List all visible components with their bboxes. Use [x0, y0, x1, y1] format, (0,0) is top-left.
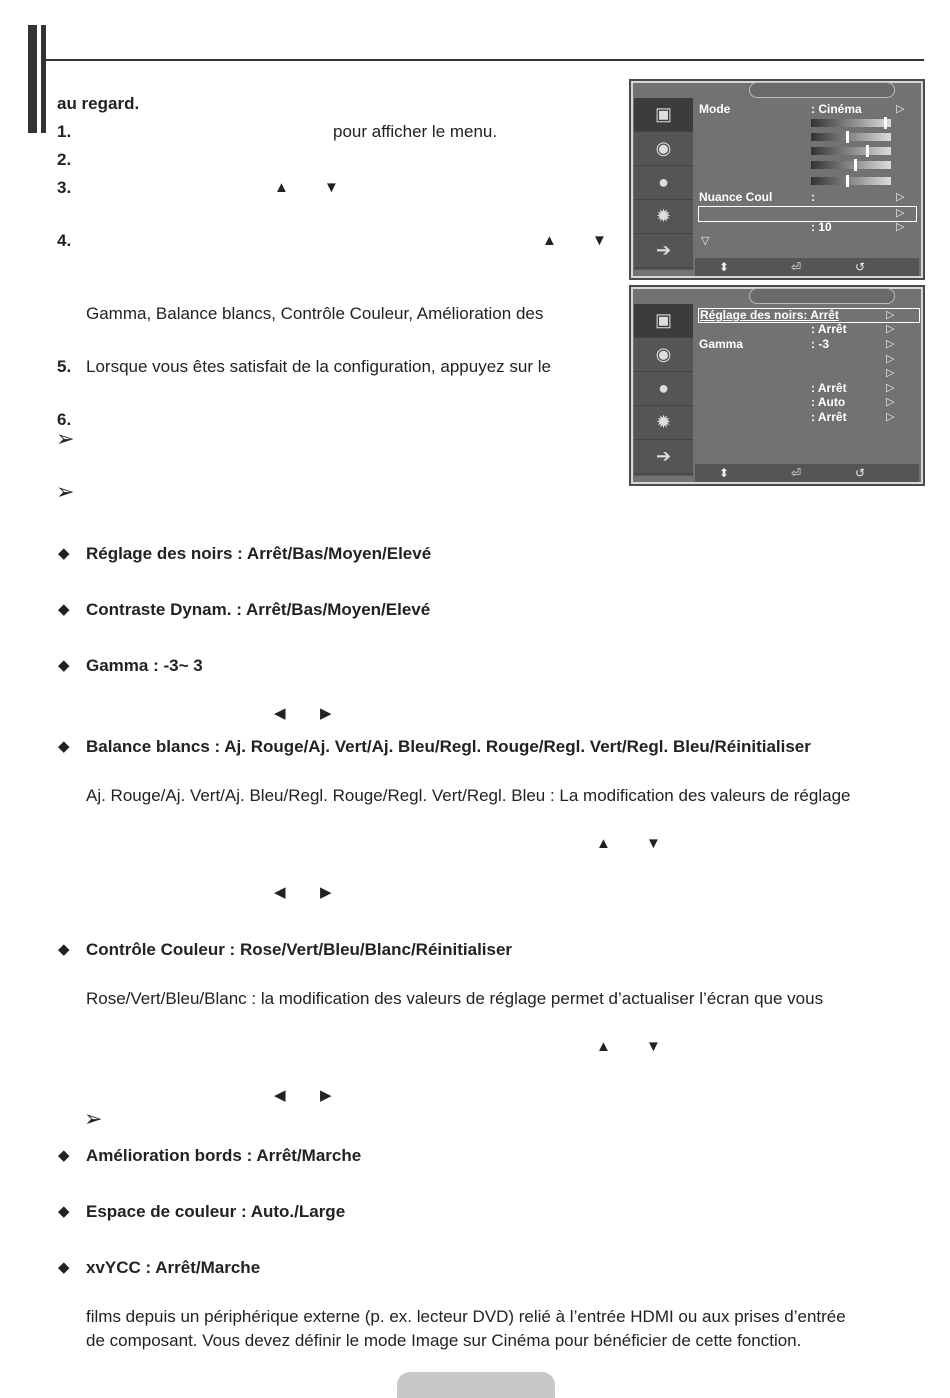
left-arrow-icon: ◀ — [274, 705, 286, 722]
osd-slider-knob — [846, 131, 849, 143]
osd-selection-box — [698, 206, 917, 222]
down-arrow-icon: ▼ — [646, 1038, 661, 1055]
up-arrow-icon: ▲ — [596, 1038, 611, 1055]
picture-icon: ▣ — [634, 304, 693, 338]
right-arrow-icon: ▶ — [320, 1087, 332, 1104]
right-triangle-icon: ▷ — [886, 353, 895, 365]
osd-title-tab — [749, 288, 895, 304]
osd-slider-bar — [811, 147, 891, 155]
right-triangle-icon: ▷ — [886, 338, 895, 350]
intro-tail: au regard. — [57, 94, 140, 113]
osd-nav-bar — [695, 258, 919, 276]
step-4-number: 4. — [57, 231, 72, 250]
osd-picture-menu-2 — [629, 285, 925, 486]
diamond-bullet-icon: ◆ — [58, 1203, 70, 1220]
step-1-number: 1. — [57, 122, 72, 141]
setup-icon: ✹ — [634, 200, 693, 234]
osd-value-10: : 10 — [811, 220, 832, 234]
osd-gamma-label: Gamma — [699, 337, 744, 351]
sound-icon: ◉ — [634, 132, 693, 166]
item-edge-enhancement: Amélioration bords : Arrêt/Marche — [86, 1146, 362, 1165]
note-arrow-icon: ➢ — [56, 426, 75, 451]
right-arrow-icon: ▶ — [320, 705, 332, 722]
item-white-balance: Balance blancs : Aj. Rouge/Aj. Vert/Aj. Bleu/Regl. Rouge/Regl. Vert/Regl. Bleu/Réinitialiser — [86, 737, 811, 756]
item-color-space: Espace de couleur : Auto./Large — [86, 1202, 346, 1221]
note-arrow-icon: ➢ — [56, 479, 75, 504]
diamond-bullet-icon: ◆ — [58, 941, 70, 958]
return-icon: ↺ — [855, 466, 866, 480]
osd-tint-value: : — [811, 190, 815, 204]
diamond-bullet-icon: ◆ — [58, 657, 70, 674]
section-marker-inner — [37, 25, 41, 133]
osd-space-value: : Auto — [811, 395, 846, 409]
step-1-text: pour afficher le menu. — [333, 122, 498, 141]
diamond-bullet-icon: ◆ — [58, 601, 70, 618]
osd-nav-bar — [695, 464, 919, 482]
item-dynamic-contrast: Contraste Dynam. : Arrêt/Bas/Moyen/Elevé — [86, 600, 431, 619]
item-gamma: Gamma : -3~ 3 — [86, 656, 203, 675]
enter-icon: ⏎ — [791, 260, 802, 274]
step-5-text: Lorsque vous êtes satisfait de la configuration, appuyez sur le — [86, 357, 551, 376]
note-arrow-icon: ➢ — [84, 1106, 103, 1131]
osd-slider-knob — [846, 175, 849, 187]
osd-picture-menu-1 — [629, 79, 925, 280]
diamond-bullet-icon: ◆ — [58, 545, 70, 562]
item-black-adjust: Réglage des noirs : Arrêt/Bas/Moyen/Elevé — [86, 544, 432, 563]
right-triangle-icon: ▷ — [886, 367, 895, 379]
osd-slider-knob — [884, 117, 887, 129]
down-arrow-icon: ▼ — [324, 179, 339, 196]
header-rule — [46, 59, 924, 61]
right-triangle-icon: ▷ — [896, 221, 905, 233]
down-arrow-icon: ▼ — [646, 835, 661, 852]
osd-slider-bar — [811, 161, 891, 169]
osd-slider-bar — [811, 177, 891, 185]
color-control-desc: Rose/Vert/Bleu/Blanc : la modification des valeurs de réglage permet d’actualiser l’écran que vous — [86, 989, 824, 1008]
osd-slider-bar — [811, 133, 891, 141]
more-down-icon: ▽ — [701, 235, 710, 247]
input-icon: ➔ — [634, 234, 693, 268]
diamond-bullet-icon: ◆ — [58, 738, 70, 755]
left-arrow-icon: ◀ — [274, 884, 286, 901]
picture-icon: ▣ — [634, 98, 693, 132]
step-5-number: 5. — [57, 357, 72, 376]
step-2-number: 2. — [57, 150, 72, 169]
sound-icon: ◉ — [634, 338, 693, 372]
right-arrow-icon: ▶ — [320, 884, 332, 901]
xvycc-desc-line-1: films depuis un périphérique externe (p. ex. lecteur DVD) relié à l’entrée HDMI ou aux prises d’entrée — [86, 1307, 846, 1326]
setup-icon: ✹ — [634, 406, 693, 440]
up-arrow-icon: ▲ — [274, 179, 289, 196]
osd-mode-label: Mode — [699, 102, 731, 116]
input-icon: ➔ — [634, 440, 693, 474]
channel-icon: ● — [634, 372, 693, 406]
right-triangle-icon: ▷ — [896, 191, 905, 203]
osd-xvycc-value: : Arrêt — [811, 410, 847, 424]
enter-icon: ⏎ — [791, 466, 802, 480]
right-triangle-icon: ▷ — [886, 396, 895, 408]
move-icon: ⬍ — [719, 466, 730, 480]
osd-edge-value: : Arrêt — [811, 381, 847, 395]
osd-contrast-value: : Arrêt — [811, 322, 847, 336]
osd-title-tab — [749, 82, 895, 98]
step-3-number: 3. — [57, 178, 72, 197]
up-arrow-icon: ▲ — [542, 232, 557, 249]
return-icon: ↺ — [855, 260, 866, 274]
osd-gamma-value: : -3 — [811, 337, 829, 351]
osd-slider-knob — [854, 159, 857, 171]
step-6-number: 6. — [57, 410, 72, 429]
diamond-bullet-icon: ◆ — [58, 1147, 70, 1164]
item-color-control: Contrôle Couleur : Rose/Vert/Bleu/Blanc/Réinitialiser — [86, 940, 513, 959]
osd-mode-value: : Cinéma — [811, 102, 862, 116]
right-triangle-icon: ▷ — [886, 382, 895, 394]
right-triangle-icon: ▷ — [896, 207, 905, 219]
page-number-tab — [397, 1372, 555, 1398]
osd-tint-label: Nuance Coul — [699, 190, 773, 204]
right-triangle-icon: ▷ — [886, 309, 895, 321]
channel-icon: ● — [634, 166, 693, 200]
step-4-list: Gamma, Balance blancs, Contrôle Couleur, Amélioration des — [86, 304, 544, 323]
osd-black-adjust: Réglage des noirs: Arrêt — [700, 308, 839, 322]
item-xvycc: xvYCC : Arrêt/Marche — [86, 1258, 261, 1277]
move-icon: ⬍ — [719, 260, 730, 274]
white-balance-desc: Aj. Rouge/Aj. Vert/Aj. Bleu/Regl. Rouge/Regl. Vert/Regl. Bleu : La modification des valeurs de réglage — [86, 786, 851, 805]
right-triangle-icon: ▷ — [886, 411, 895, 423]
osd-slider-bar — [811, 119, 891, 127]
xvycc-desc-line-2: de composant. Vous devez définir le mode Image sur Cinéma pour bénéficier de cette fonction. — [86, 1331, 802, 1350]
left-arrow-icon: ◀ — [274, 1087, 286, 1104]
diamond-bullet-icon: ◆ — [58, 1259, 70, 1276]
right-triangle-icon: ▷ — [886, 323, 895, 335]
right-triangle-icon: ▷ — [896, 103, 905, 115]
down-arrow-icon: ▼ — [592, 232, 607, 249]
up-arrow-icon: ▲ — [596, 835, 611, 852]
osd-slider-knob — [866, 145, 869, 157]
